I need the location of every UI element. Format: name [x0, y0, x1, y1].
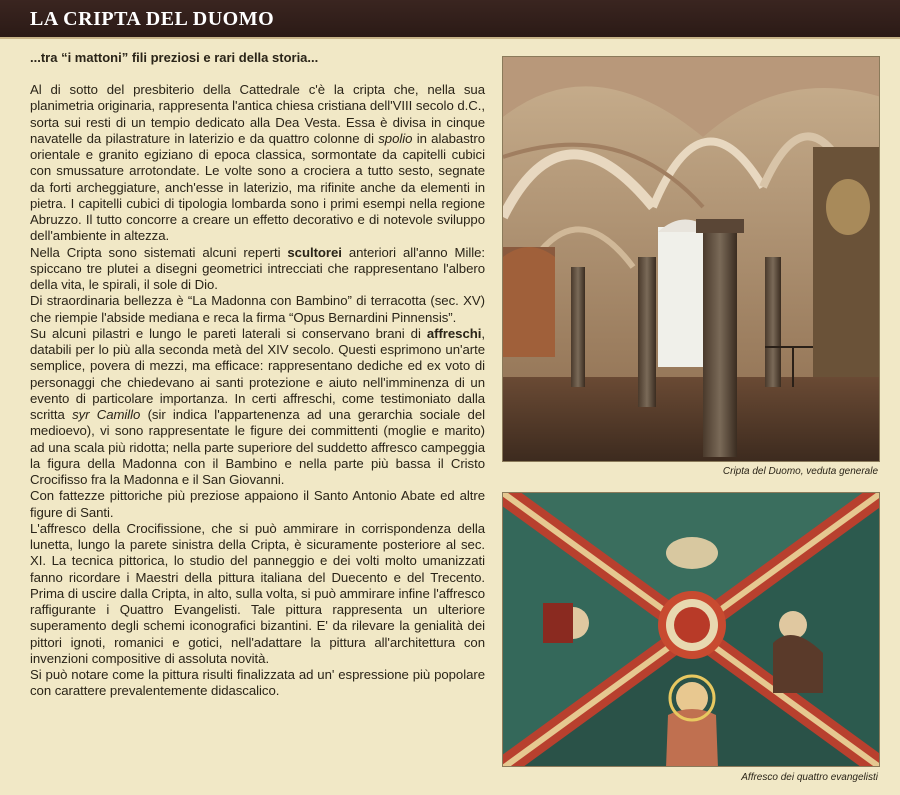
- text-run: in alabastro orientale e granito egiziano di epoca classica, sormontate da capitelli cubici con smussature arrotondate. Le volte sono a crociera a tutto sesto, segnate da forti archeggiature, anch'esse in laterizio, ma rifinite anche da elementi in pietra. I capitelli cubici di tipologia lombarda sono i primi esempi nella regione Abruzzo. Il tutto concorre a creare un effetto decorativo e di notevole sviluppo dell'ambiente in altezza.: [30, 130, 485, 244]
- subtitle: ...tra “i mattoni” fili preziosi e rari della storia...: [30, 50, 319, 65]
- crypt-photo: [502, 56, 880, 462]
- page-header: [0, 0, 900, 39]
- fresco-caption: Affresco dei quattro evangelisti: [741, 772, 878, 783]
- paragraph: [30, 82, 485, 245]
- italic-text: spolio: [378, 130, 413, 146]
- italic-text: syr Camillo: [72, 407, 141, 422]
- text-run: Si può notare come la pittura risulti finalizzata ad un' espressione più popolare con carattere prevalentemente didascalico.: [30, 667, 485, 699]
- text-run: anteriori all'anno Mille: spiccano tre plutei a disegni geometrici intrecciati che rappresentano l'albero della vita, le spirali, il sole di Dio.: [30, 244, 485, 292]
- crypt-caption: Cripta del Duomo, veduta generale: [722, 466, 878, 477]
- paragraph: [30, 245, 485, 294]
- paragraph: [30, 326, 485, 489]
- paragraph: [30, 521, 485, 667]
- text-run: Nella Cripta sono sistemati alcuni reperti: [30, 244, 288, 260]
- text-run: Con fattezze pittoriche più preziose appaiono il Santo Antonio Abate ed altre figure di Santi.: [30, 488, 485, 520]
- bold-text: affreschi: [426, 325, 482, 341]
- text-run: , databili per lo più alla seconda metà del XIV secolo. Questi esprimono un'arte semplice, povera di mezzi, ma efficace: rappresentano dediche ed ex voto di personaggi che chiedevano ai santi protezione e aiuto nell'imminenza di un evento di particolare importanza. In certi affreschi, come testimoniato dalla scritta: [30, 325, 485, 422]
- bold-text: scultorei: [287, 244, 342, 260]
- text-run: Di straordinaria bellezza è “La Madonna con Bambino” di terracotta (sec. XV) che riempie l'abside mediana e reca la firma “Opus Bernardini Pinnensis”.: [30, 293, 485, 325]
- text-run: (sir indica l'appartenenza ad una gerarchia sociale del medioevo), vi sono rappresentate le figure dei committenti (moglie e marito) ad una scala più ridotta; nella parte superiore del suddetto affresco campeggia la figura della Madonna con il Bambino e nella parte più bassa il Cristo Crocifisso fra la Madonna e il San Giovanni.: [30, 407, 485, 487]
- text-run: L'affresco della Crocifissione, che si può ammirare in corrispondenza della lunetta, lungo la parete sinistra della Cripta, è sicuramente posteriore al sec. XI. La tecnica pittorica, lo studio del panneggio e dei volti molto umanizzati fanno ricordare i Maestri della pittura italiana del Duecento e del Trecento. Prima di uscire dalla Cripta, in alto, sulla volta, si può ammirare infine l'affresco raffigurante i Quattro Evangelisti. Tale pittura rappresenta un ulteriore superamento degli schemi iconografici bizantini. E' da rilevare la genialità dei pittori ignoti, romanici e gotici, nell'adattare la pittura all'architettura con invenzioni compositive di assoluta novità.: [30, 520, 485, 666]
- text-run: Al di sotto del presbiterio della Cattedrale c'è la cripta che, nella sua planimetria originaria, rappresenta l'antica chiesa cristiana dell'VIII secolo d.C., sorta sui resti di un tempio dedicato alla Dea Vesta. Essa è divisa in cinque navatelle da pilastrature in laterizio e da quattro colonne di: [30, 82, 485, 146]
- page-title: LA CRIPTA DEL DUOMO: [30, 8, 275, 30]
- paragraph: [30, 488, 485, 521]
- article-body: [30, 82, 485, 700]
- text-run: Su alcuni pilastri e lungo le pareti laterali si conservano brani di: [30, 325, 427, 341]
- paragraph: [30, 667, 485, 700]
- paragraph: [30, 293, 485, 326]
- fresco-photo: [502, 492, 880, 767]
